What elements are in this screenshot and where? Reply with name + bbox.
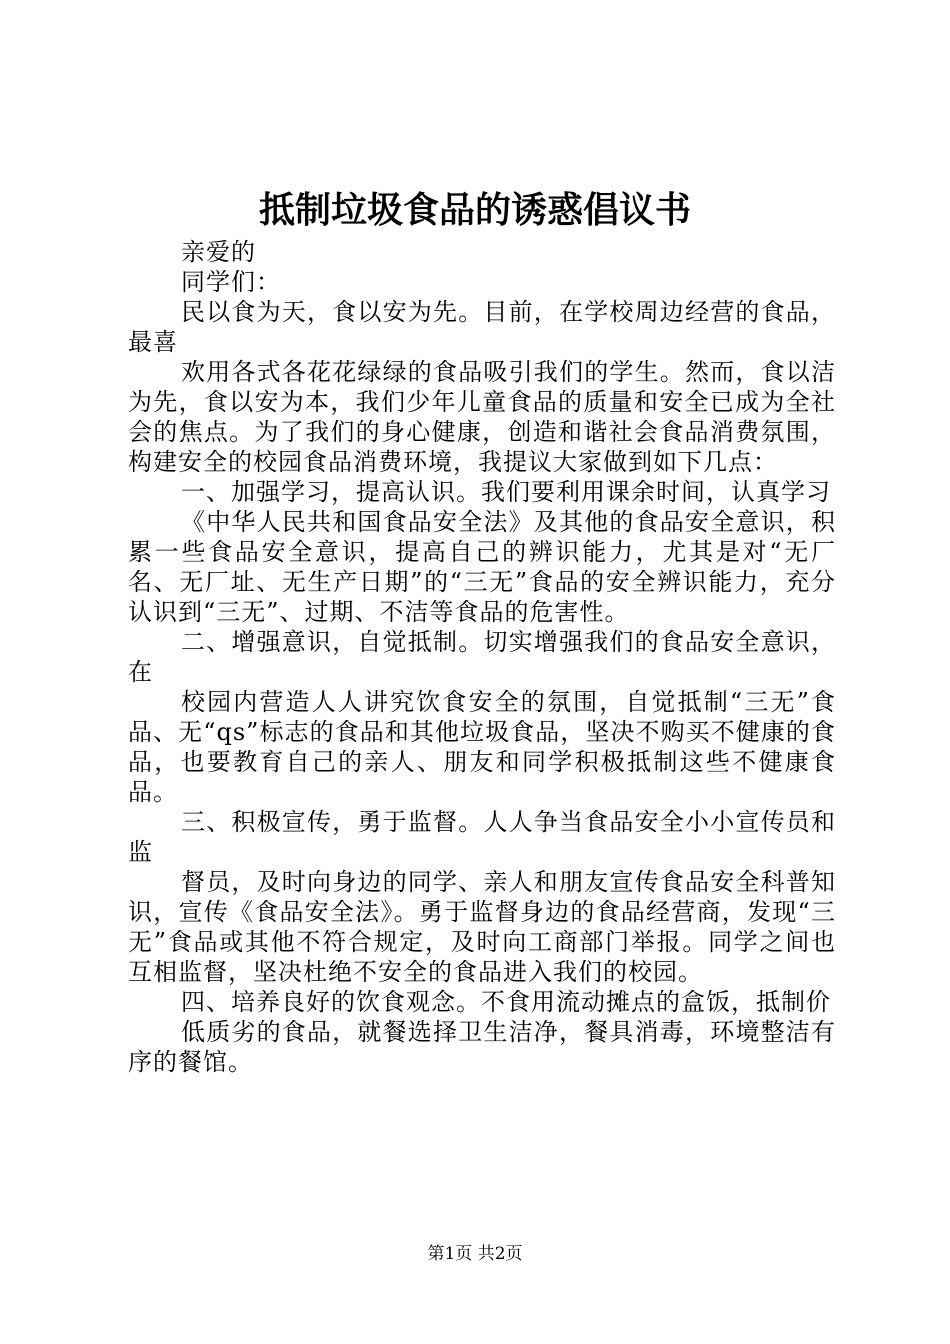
body-paragraph: 三、积极宣传，勇于监督。人人争当食品安全小小宣传员和监: [128, 808, 836, 866]
body-paragraph: 督员，及时向身边的同学、亲人和朋友宣传食品安全科普知识，宣传《食品安全法》。勇于监督身边的食品经营商，发现“三无”食品或其他不符合规定，及时向工商部门举报。同学之间也互相监督，坚决杜绝不安全的食品进入我们的校园。: [128, 868, 836, 986]
body-paragraph: 一、加强学习，提高认识。我们要利用课余时间，认真学习: [181, 478, 831, 506]
body-paragraph: 四、培养良好的饮食观念。不食用流动摊点的盒饭，抵制价: [181, 988, 831, 1016]
salutation-line-2: 同学们：: [181, 268, 281, 296]
salutation-line-1: 亲爱的: [181, 238, 256, 266]
body-paragraph: 民以食为天，食以安为先。目前，在学校周边经营的食品，最喜: [128, 298, 836, 356]
body-paragraph: 《中华人民共和国食品安全法》及其他的食品安全意识，积累一些食品安全意识，提高自己的辨识能力，尤其是对“无厂名、无厂址、无生产日期”的“三无”食品的安全辨识能力，充分认识到“三无”、过期、不洁等食品的危害性。: [128, 508, 836, 626]
body-paragraph: 二、增强意识，自觉抵制。切实增强我们的食品安全意识，在: [128, 628, 836, 686]
page-title: 抵制垃圾食品的诱惑倡议书: [258, 189, 691, 231]
page-footer: 第1页 共2页: [427, 1244, 523, 1264]
body-paragraph: 低质劣的食品，就餐选择卫生洁净，餐具消毒，环境整洁有序的餐馆。: [128, 1018, 836, 1076]
document-body: [128, 237, 836, 1077]
body-paragraph: 校园内营造人人讲究饮食安全的氛围，自觉抵制“三无”食品、无“qs”标志的食品和其他垃圾食品，坚决不购买不健康的食品，也要教育自己的亲人、朋友和同学积极抵制这些不健康食品。: [128, 688, 836, 806]
body-paragraph: 欢用各式各花花绿绿的食品吸引我们的学生。然而，食以洁为先，食以安为本，我们少年儿童食品的质量和安全已成为全社会的焦点。为了我们的身心健康，创造和谐社会食品消费氛围，构建安全的校园食品消费环境，我提议大家做到如下几点：: [128, 358, 836, 476]
